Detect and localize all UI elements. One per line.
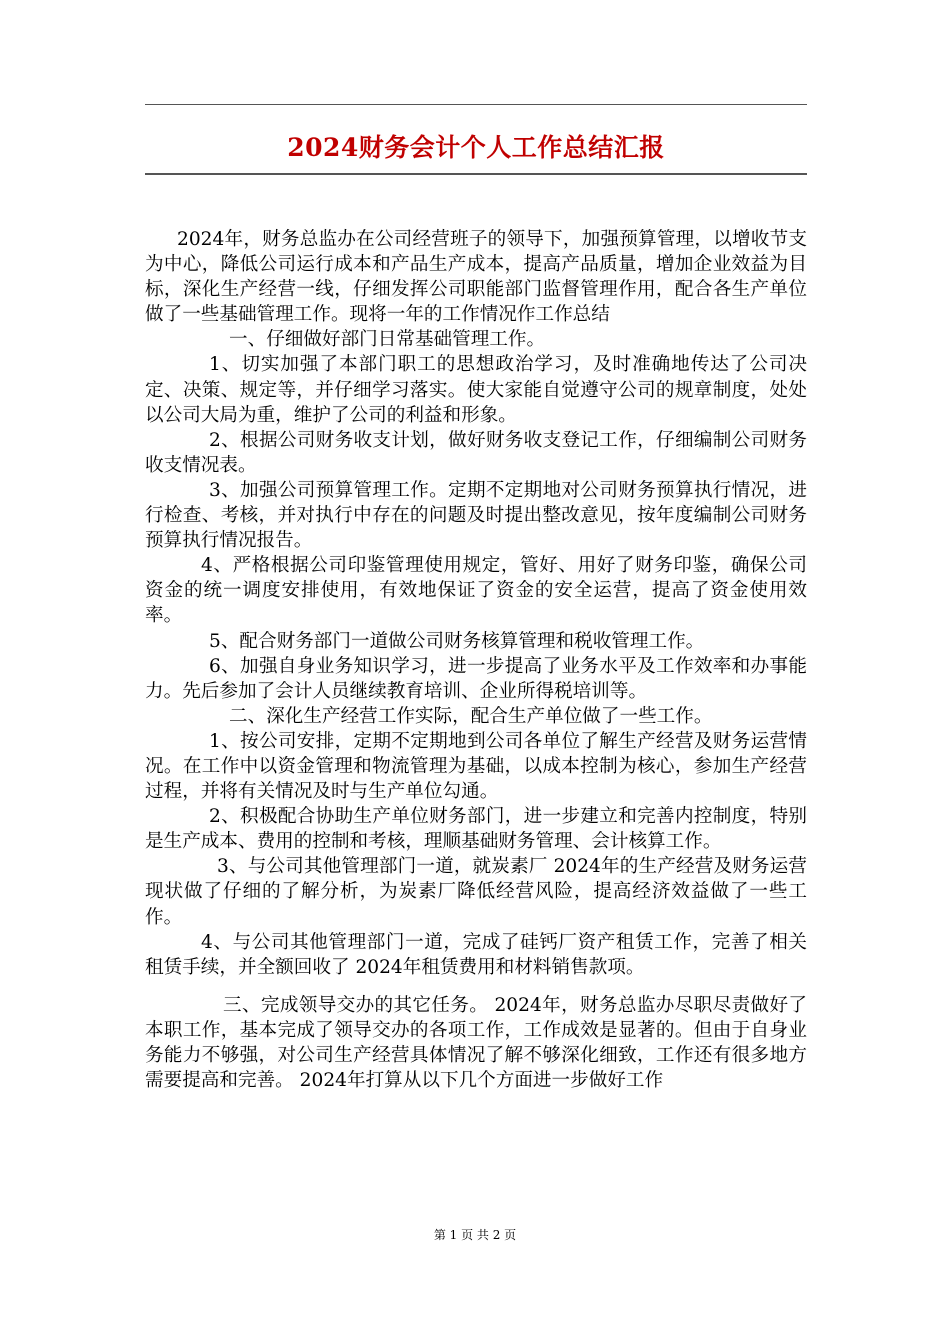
section-heading: 一、仔细做好部门日常基础管理工作。	[229, 329, 546, 351]
header-rule-top	[145, 104, 807, 105]
body-paragraph: 2024年，财务总监办在公司经营班子的领导下，加强预算管理，以增收节支为中心，降低公司运行成本和产品生产成本，提高产品质量，增加企业效益为目标，深化生产经营一线，仔细发挥公司职能部门监督管理作用，配合各生产单位做了一些基础管理工作。现将一年的工作情况作工作总结	[145, 229, 807, 326]
body-paragraph: 2、积极配合协助生产单位财务部门，进一步建立和完善内控制度，特别是生产成本、费用的控制和考核，理顺基础财务管理、会计核算工作。	[145, 806, 807, 853]
document-title: 2024财务会计个人工作总结汇报	[287, 133, 665, 162]
body-paragraph: 三、完成领导交办的其它任务。 2024年，财务总监办尽职尽责做好了本职工作，基本完成了领导交办的各项工作，工作成效是显著的。但由于自身业务能力不够强，对公司生产经营具体情况了解不够深化细致，工作还有很多地方需要提高和完善。 2024年打算从以下几个方面进一步做好工作	[145, 994, 807, 1092]
body-paragraph: 6、加强自身业务知识学习，进一步提高了业务水平及工作效率和办事能力。先后参加了会计人员继续教育培训、企业所得税培训等。	[145, 655, 807, 702]
body-paragraph: 4、严格根据公司印鉴管理使用规定，管好、用好了财务印鉴，确保公司资金的统一调度安排使用，有效地保证了资金的安全运营，提高了资金使用效率。	[145, 555, 807, 627]
body-paragraph: 5、配合财务部门一道做公司财务核算管理和税收管理工作。	[209, 630, 705, 652]
body-paragraph: 3、与公司其他管理部门一道，就炭素厂 2024年的生产经营及财务运营现状做了仔细的了解分析，为炭素厂降低经营风险，提高经济效益做了一些工作。	[145, 856, 807, 928]
body-paragraph: 4、与公司其他管理部门一道，完成了硅钙厂资产租赁工作，完善了相关租赁手续，并全额回收了 2024年租赁费用和材料销售款项。	[145, 931, 807, 978]
body-paragraph: 1、按公司安排，定期不定期地到公司各单位了解生产经营及财务运营情况。在工作中以资金管理和物流管理为基础，以成本控制为核心，参加生产经营过程，并将有关情况及时与生产单位勾通。	[145, 730, 807, 803]
body-paragraph: 2、根据公司财务收支计划，做好财务收支登记工作，仔细编制公司财务收支情况表。	[145, 429, 807, 476]
body-paragraph: 3、加强公司预算管理工作。定期不定期地对公司财务预算执行情况，进行检查、考核，并对执行中存在的问题及时提出整改意见，按年度编制公司财务预算执行情况报告。	[145, 479, 807, 552]
paragraph-gap	[145, 980, 807, 993]
section-heading: 二、深化生产经营工作实际，配合生产单位做了一些工作。	[229, 705, 713, 727]
header-rule-bottom	[145, 173, 807, 175]
page-footer: 第 1 页 共 2 页	[433, 1228, 517, 1242]
document-body	[145, 227, 807, 1093]
body-paragraph: 1、切实加强了本部门职工的思想政治学习，及时准确地传达了公司决定、决策、规定等，并仔细学习落实。使大家能自觉遵守公司的规章制度，处处以公司大局为重，维护了公司的利益和形象。	[145, 354, 807, 426]
